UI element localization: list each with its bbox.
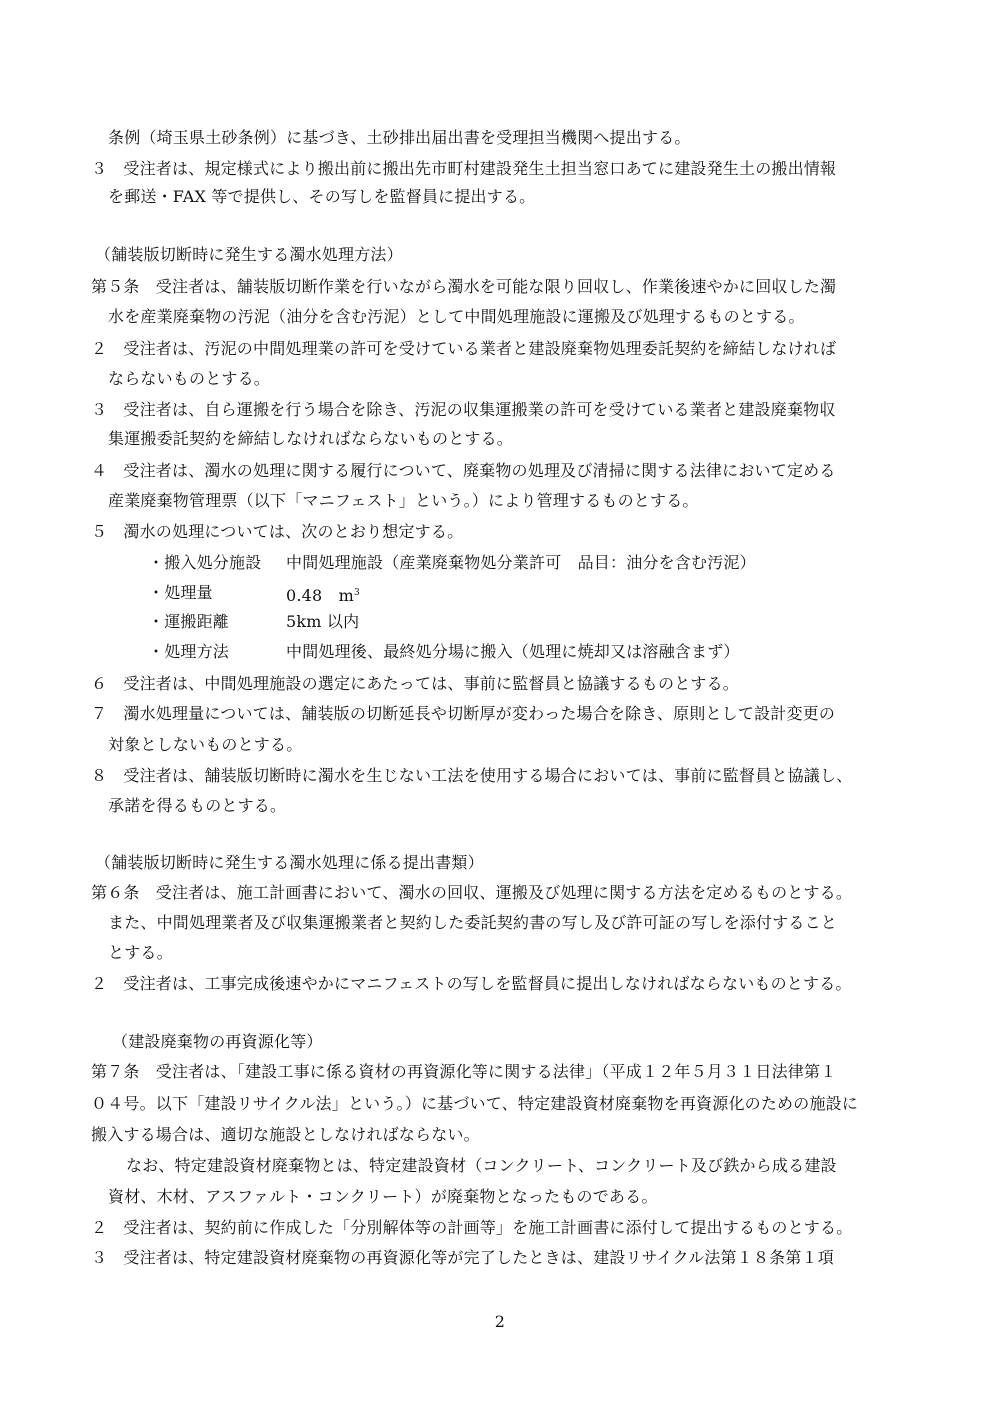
article-7-line-1: 第７条 受注者は、「建設工事に係る資材の再資源化等に関する法律」（平成１２年５月３１日法律第１ [91,1062,837,1081]
article-6-para-2-line-1: ２ 受注者は、工事完成後速やかにマニフェストの写しを監督員に提出しなければならないものとする。 [91,974,852,993]
article-5-para-7-line-1: ７ 濁水処理量については、舗装版の切断延長や切断厚が変わった場合を除き、原則として設計変更の [91,704,836,723]
section-6-heading: （舗装版切断時に発生する濁水処理に係る提出書類） [95,853,484,872]
article-5-para-4-line-2: 産業廃棄物管理票（以下「マニフェスト」という。）により管理するものとする。 [108,491,699,510]
article-5-para-8-line-1: ８ 受注者は、舗装版切断時に濁水を生じない工法を使用する場合においては、事前に監督員と協議し、 [91,766,853,785]
page-number: 2 [494,1312,506,1331]
bullet-label: ・搬入処分施設 [148,553,262,572]
bullet-label: ・処理方法 [148,642,230,661]
article-5-para-5-line-1: ５ 濁水の処理については、次のとおり想定する。 [91,522,464,541]
bullet-value [286,583,360,606]
article-5-line-2: 水を産業廃棄物の汚泥（油分を含む汚泥）として中間処理施設に運搬及び処理するものとする。 [108,307,805,326]
article-5-para-2-line-1: ２ 受注者は、汚泥の中間処理業の許可を受けている業者と建設廃棄物処理委託契約を締結しなければ [91,339,837,358]
article-7-note-line-1: なお、特定建設資材廃棄物とは、特定建設資材（コンクリート、コンクリート及び鉄から成る建設 [126,1156,837,1175]
article-5-para-3-line-2: 集運搬委託契約を締結しなければならないものとする。 [108,429,514,448]
cubic-superscript: 3 [354,588,360,598]
article-6-line-1: 第６条 受注者は、施工計画書において、濁水の回収、運搬及び処理に関する方法を定めるものとする。 [91,883,853,902]
article-6-line-2: また、中間処理業者及び収集運搬業者と契約した委託契約書の写し及び許可証の写しを添付すること [108,913,838,932]
bullet-label: ・処理量 [148,583,213,602]
bullet-label: ・運搬距離 [148,612,230,631]
article-5-line-1: 第５条 受注者は、舗装版切断作業を行いながら濁水を可能な限り回収し、作業後速やかに回収した濁 [91,277,837,296]
quantity-value: 0.48 m [286,586,354,605]
item-3-line-1: ３ 受注者は、規定様式により搬出前に搬出先市町村建設発生土担当窓口あてに建設発生土の搬出情報 [91,159,837,178]
article-7-para-2-line-1: ２ 受注者は、契約前に作成した「分別解体等の計画等」を施工計画書に添付して提出するものとする。 [91,1218,853,1237]
bullet-value: 中間処理施設（産業廃棄物処分業許可 品目：油分を含む汚泥） [286,553,756,572]
section-7-heading: （建設廃棄物の再資源化等） [112,1032,323,1051]
article-5-para-8-line-2: 承諾を得るものとする。 [108,796,287,815]
bullet-value: 中間処理後、最終処分場に搬入（処理に焼却又は溶融含まず） [286,642,740,661]
bullet-value: 5km 以内 [286,612,360,631]
article-7-line-3: 搬入する場合は、適切な施設としなければならない。 [91,1125,480,1144]
section-5-heading: （舗装版切断時に発生する濁水処理方法） [95,245,403,264]
continuation-line: 条例（埼玉県土砂条例）に基づき、土砂排出届出書を受理担当機関へ提出する。 [108,128,691,147]
article-6-line-3: とする。 [108,943,173,962]
article-5-para-4-line-1: ４ 受注者は、濁水の処理に関する履行について、廃棄物の処理及び清掃に関する法律において定める [91,461,836,480]
article-7-line-2: ０４号。以下「建設リサイクル法」という。）に基づいて、特定建設資材廃棄物を再資源化のための施設に [91,1094,859,1113]
article-5-para-6-line-1: ６ 受注者は、中間処理施設の選定にあたっては、事前に監督員と協議するものとする。 [91,674,740,693]
article-5-para-3-line-1: ３ 受注者は、自ら運搬を行う場合を除き、汚泥の収集運搬業の許可を受けている業者と建設廃棄物収 [91,400,836,419]
article-7-para-3-line-1: ３ 受注者は、特定建設資材廃棄物の再資源化等が完了したときは、建設リサイクル法第１８条第１項 [91,1248,834,1267]
item-3-line-2: を郵送・FAX 等で提供し、その写しを監督員に提出する。 [108,187,536,206]
article-5-para-2-line-2: ならないものとする。 [108,369,271,388]
article-7-note-line-2: 資材、木材、アスファルト・コンクリート）が廃棄物となったものである。 [108,1187,658,1206]
article-5-para-7-line-2: 対象としないものとする。 [108,735,303,754]
